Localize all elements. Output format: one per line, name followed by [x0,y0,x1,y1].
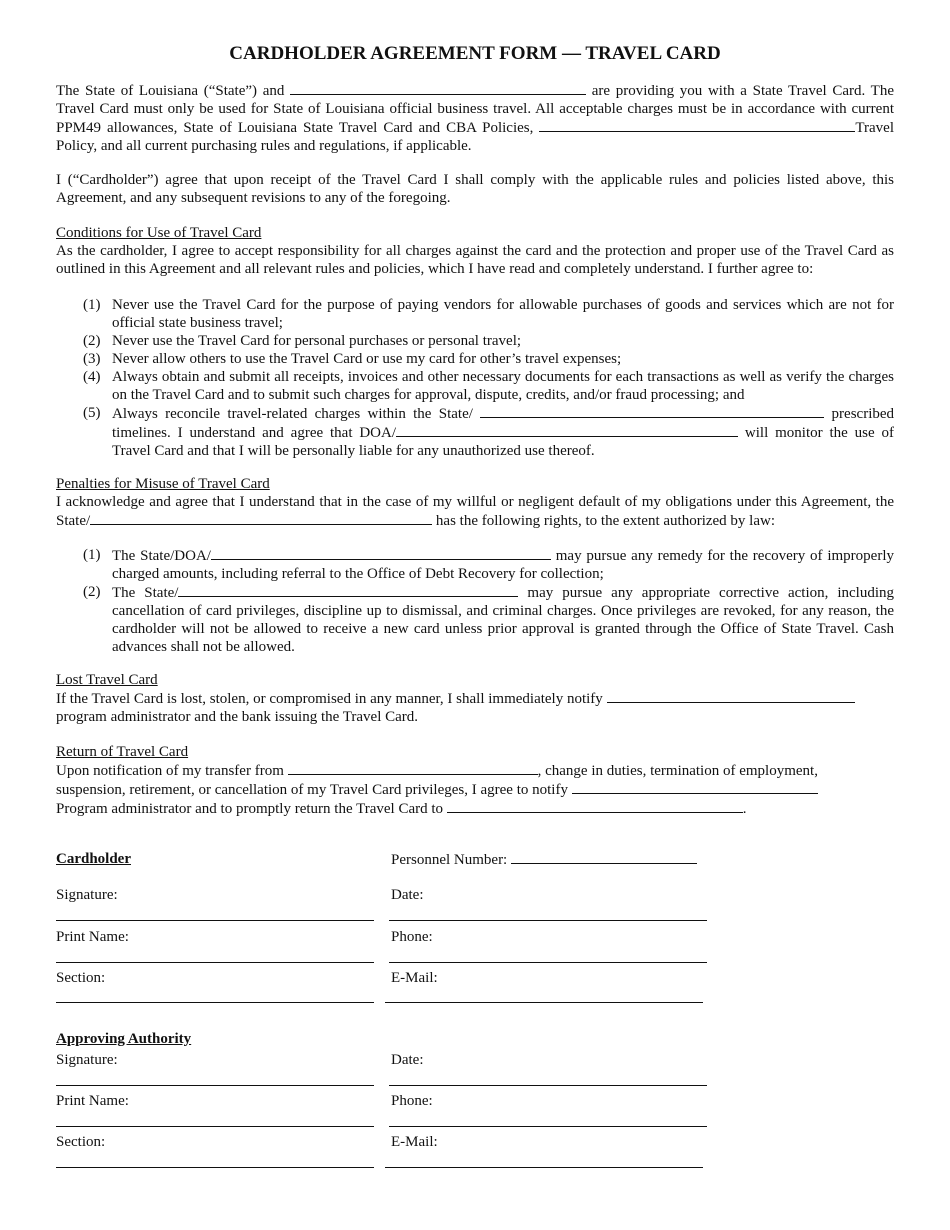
cardholder-phone-label: Phone: [391,929,433,945]
cardholder-heading: Cardholder [56,851,131,867]
list-item: (2) Never use the Travel Card for personal purchases or personal travel; [83,333,522,349]
program-admin-field[interactable] [607,689,855,703]
approver-section-field[interactable] [56,1167,374,1168]
penalties-heading: Penalties for Misuse of Travel Card [56,476,270,492]
intro-paragraph [56,81,894,155]
cardholder-section-label: Section: [56,970,106,986]
lost-body: If the Travel Card is lost, stolen, or compromised in any manner, I shall immediately notify program administrator and the bank issuing the Travel Card. [56,689,894,726]
intro-text-1: The State of Louisiana (“State”) and [56,83,285,99]
lost-heading: Lost Travel Card [56,672,158,688]
cardholder-signature-label: Signature: [56,887,118,903]
cardholder-date-field[interactable] [389,920,707,921]
transfer-from-field[interactable] [288,761,538,775]
list-item: (4) Always obtain and submit all receipts, invoices and other necessary documents for each transactions as well as verify the charges on the Travel Card and to submit such charges for approval, dispute, credits, and/or fraud processing; and [83,369,894,403]
cardholder-print-name-label: Print Name: [56,929,129,945]
return-heading: Return of Travel Card [56,744,189,760]
intro-text-2: are providing you with a State Travel Card. The Travel Card must only be used for State of Louisiana official business travel. All acceptable charges must be in accordance with current PPM49 allowances, State of Louisiana State Travel Card and CBA Policies, [56,83,894,136]
conditions-list [83,296,894,460]
approver-section-label: Section: [56,1134,106,1150]
list-item: (3) Never allow others to use the Travel Card or use my card for other’s travel expenses; [83,351,622,367]
approver-phone-label: Phone: [391,1093,433,1109]
list-item: (1) The State/DOA/ may pursue any remedy for the recovery of improperly charged amounts, including referral to the Office of Debt Recovery for collection; [83,547,894,582]
agency-field-corrective[interactable] [178,583,518,597]
agency-name-field[interactable] [290,81,586,95]
list-item: (5) Always reconcile travel-related charges within the State/ prescribed timelines. I understand and agree that DOA/ will monitor the use of Travel Card and that I will be personally liable for any unauthorized use thereof. [83,405,895,459]
agreement-paragraph: I (“Cardholder”) agree that upon receipt of the Travel Card I shall comply with the applicable rules and policies listed above, this Agreement, and any subsequent revisions to any of the foregoing. [56,172,894,206]
approver-signature-label: Signature: [56,1052,118,1068]
approver-date-label: Date: [391,1052,424,1068]
approver-email-field[interactable] [385,1167,703,1168]
intro-text-3: Travel Policy, and all current purchasing rules and regulations, if applicable. [56,120,894,154]
cardholder-email-field[interactable] [385,1002,703,1003]
approver-heading: Approving Authority [56,1031,192,1047]
approver-phone-field[interactable] [389,1126,707,1127]
approver-print-name-label: Print Name: [56,1093,129,1109]
cardholder-email-label: E-Mail: [391,970,438,986]
page-title: CARDHOLDER AGREEMENT FORM — TRAVEL CARD [229,43,721,64]
return-to-field[interactable] [447,799,743,813]
agency-policy-field[interactable] [539,118,855,132]
agency-field-recovery[interactable] [211,546,551,560]
approver-date-field[interactable] [389,1085,707,1086]
approver-print-name-field[interactable] [56,1126,374,1127]
personnel-number-label: Personnel Number: [391,850,697,869]
approver-email-label: E-Mail: [391,1134,438,1150]
list-item: (1) Never use the Travel Card for the purpose of paying vendors for allowable purchases of goods and services which are not for official state business travel; [83,297,894,331]
notify-admin-field[interactable] [572,780,818,794]
list-item: (2) The State/ may pursue any appropriate corrective action, including cancellation of card privileges, discipline up to dismissal, and criminal charges. Once privileges are revoked, for any reason, the cardholder will not be allowed to receive a new card unless prior approval is granted through the Office of State Travel. Cash advances shall not be allowed. [83,584,894,655]
cardholder-section-field[interactable] [56,1002,374,1003]
conditions-heading: Conditions for Use of Travel Card [56,225,262,241]
conditions-body: As the cardholder, I agree to accept responsibility for all charges against the card and the protection and proper use of the Travel Card as outlined in this Agreement and all relevant rules and policies, which I have read and completely understand. I further agree to: [56,243,894,277]
personnel-number-field[interactable] [511,850,697,864]
penalties-list [83,546,894,656]
cardholder-print-name-field[interactable] [56,962,374,963]
cardholder-date-label: Date: [391,887,424,903]
cardholder-signature-field[interactable] [56,920,374,921]
agency-field-monitor[interactable] [396,423,738,437]
agency-field-penalties[interactable] [90,511,432,525]
cardholder-phone-field[interactable] [389,962,707,963]
agency-field-reconcile[interactable] [480,404,824,418]
approver-signature-field[interactable] [56,1085,374,1086]
return-body: Upon notification of my transfer from , change in duties, termination of employment, suspension, retirement, or cancellation of my Travel Card privileges, I agree to notify Program administrator and to promptly return the Travel Card to . [56,763,818,817]
penalties-body: I acknowledge and agree that I understand that in the case of my willful or negligent default of my obligations under this Agreement, the State/ has the following rights, to the extent authorized by law: [56,494,894,529]
